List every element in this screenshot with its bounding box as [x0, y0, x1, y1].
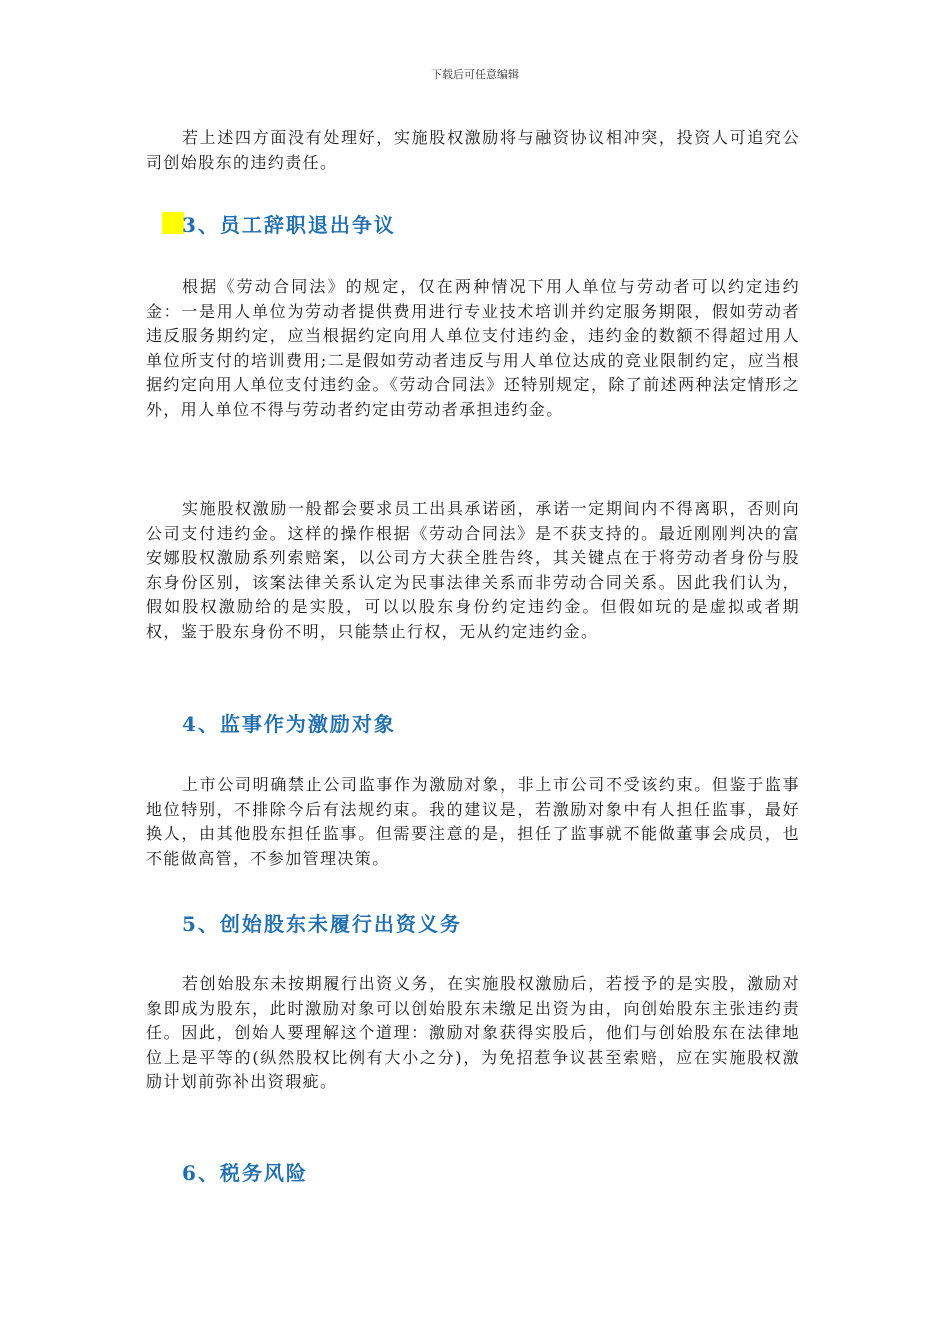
page-header: 下载后可任意编辑 — [431, 68, 519, 81]
section-heading-4: 4、监事作为激励对象 — [182, 712, 396, 736]
section-heading-5: 5、创始股东未履行出资义务 — [182, 912, 462, 936]
paragraph-investor-liability: 若上述四方面没有处理好，实施股权激励将与融资协议相冲突，投资人可追究公司创始股东的违约责任。 — [146, 128, 800, 172]
section-heading-3: 3、员工辞职退出争议 — [182, 213, 396, 237]
paragraph-capital-contribution: 若创始股东未按期履行出资义务，在实施股权激励后，若授予的是实股，激励对象即成为股东，此时激励对象可以创始股东未缴足出资为由，向创始股东主张违约责任。因此，创始人要理解这个道理：激励对象获得实股后，他们与创始股东在法律地位上是平等的(纵然股权比例有大小之分)，为免招惹争议甚至索赔，应在实施股权激励计划前弥补出资瑕疵。 — [146, 974, 800, 1091]
section-heading-6: 6、税务风险 — [182, 1161, 308, 1185]
highlight-marker — [162, 212, 184, 234]
paragraph-labor-contract-law: 根据《劳动合同法》的规定，仅在两种情况下用人单位与劳动者可以约定违约金：一是用人单位为劳动者提供费用进行专业技术培训并约定服务期限，假如劳动者违反服务期约定，应当根据约定向用人单位支付违约金，违约金的数额不得超过用人单位所支付的培训费用;二是假如劳动者违反与用人单位达成的竞业限制约定，应当根据约定向用人单位支付违约金。《劳动合同法》还特别规定，除了前述两种法定情形之外，用人单位不得与劳动者约定由劳动者承担违约金。 — [146, 277, 800, 419]
paragraph-commitment-letter: 实施股权激励一般都会要求员工出具承诺函，承诺一定期间内不得离职，否则向公司支付违约金。这样的操作根据《劳动合同法》是不获支持的。最近刚刚判决的富安娜股权激励系列索赔案，以公司方大获全胜告终，其关键点在于将劳动者身份与股东身份区别，该案法律关系认定为民事法律关系而非劳动合同关系。因此我们认为，假如股权激励给的是实股，可以以股东身份约定违约金。但假如玩的是虚拟或者期权，鉴于股东身份不明，只能禁止行权，无从约定违约金。 — [146, 499, 800, 641]
paragraph-supervisor-incentive: 上市公司明确禁止公司监事作为激励对象，非上市公司不受该约束。但鉴于监事地位特别，不排除今后有法规约束。我的建议是，若激励对象中有人担任监事，最好换人，由其他股东担任监事。但需要注意的是，担任了监事就不能做董事会成员，也不能做高管，不参加管理决策。 — [146, 775, 800, 868]
